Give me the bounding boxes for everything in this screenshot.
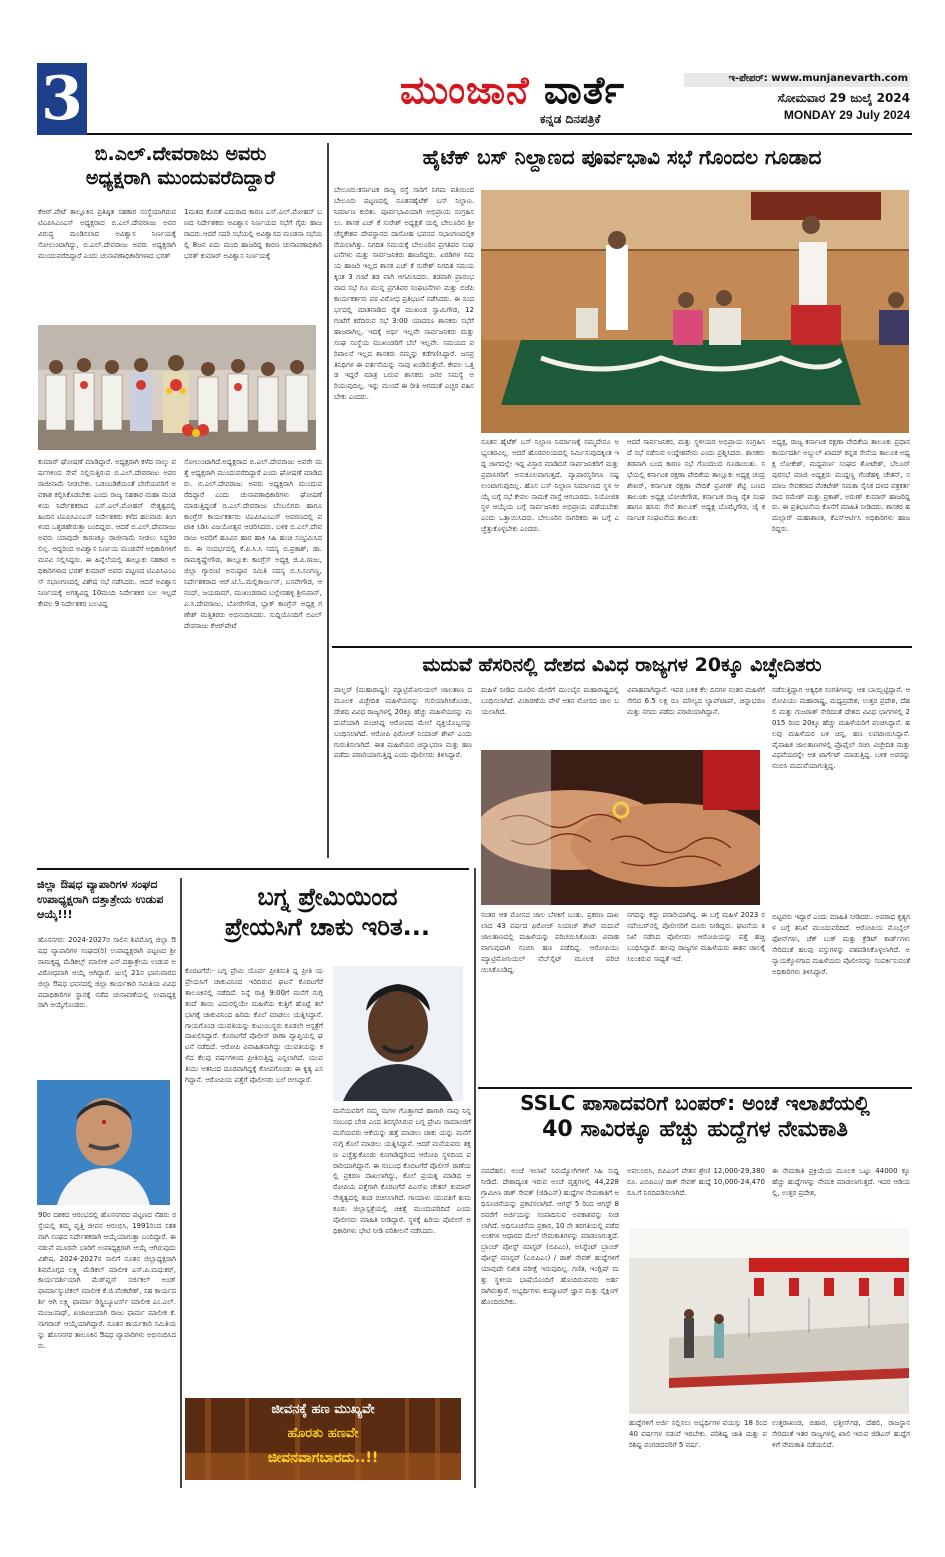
column-divider-right — [474, 868, 476, 1488]
title-part2: ವಾರ್ತೆ — [543, 68, 626, 112]
hands-rings-photo — [481, 750, 760, 905]
marriage-text-lower2: ನಗದನ್ನು ಕದ್ದು ಪರಾರಿಯಾಗಿದ್ದ. ಈ ಬಗ್ಗೆ ಮಹಿಳೆ 2023 ರ ನವೆಂಬರ್‌ನಲ್ಲಿ ಪೊಲೀಸರಿಗೆ ದೂರು ನೀಡಿದ್ದರು. ಘಟನೆಯ ತನಿಖೆ ನಡೆಸಿದ ಪೊಲೀಸರು ಆರೋಪಿಯನ್ನು ಪತ್ತೆ ಹಚ್ಚಿ ಬಂಧಿಸಿದ್ದಾರೆ. ಹಲವು ರಾಜ್ಯಗಳ ಮಹಿಳೆಯರು ಈತನ ಜಾಲಕ್ಕೆ ಸಿಲುಕಿರುವ ಸಾಧ್ಯತೆ ಇದೆ. — [627, 911, 765, 963]
masthead-rule — [87, 133, 912, 135]
marriage-text-col3: ವಿವಾಹವಾಗಿದ್ದಾನೆ. ಇವರ ಬಳಿಕ ಕೆಲ ದಿನಗಳ ನಂತರ ಮಹಿಳೆಗೆ ಸೇರಿದ 6.5 ಲಕ್ಷ ರೂ ಮೌಲ್ಯದ ಲ್ಯಾಪ್‌ಟಾಪ್, ಚಿನ್ನಾಭರಣ ಮತ್ತು ನಗದು ಪಡೆದು ಪರಾರಿಯಾಗಿದ್ದಾನೆ. — [627, 686, 765, 716]
devaraju-headline-line1: ಬಿ.ಎಲ್.ದೇವರಾಜು ಅವರು — [94, 143, 267, 165]
sslc-text-col3: ಈ ನೇಮಕಾತಿ ಪ್ರಕ್ರಿಯೆಯ ಮೂಲಕ ಒಟ್ಟು 44000 ಕ್ಕೂ ಹೆಚ್ಚು ಹುದ್ದೆಗಳನ್ನು ನೇಮಕ ಮಾಡಲಾಗುತ್ತದೆ. ಇದರ ಆಡಿಯಲ್ಲಿ, ಉತ್ತರ ಪ್ರದೇಶ, — [772, 1167, 910, 1197]
bus-stand-text-col2: ಆದರೆ ಸಾರ್ವಜನಿಕರ, ಮತ್ತು ಸ್ಥಳೀಯರ ಅಭಿಪ್ರಾಯ ಸಂಗ್ರಹಿಸದೆ ಸಭೆ ನಡೆಸುವ ಉದ್ದೇಶವೇನು ಎಂದು ಪ್ರಶ್ನಿಸಿದರು. ಶಾಸಕರು ತಡವಾಗಿ ಬಂದ ಕಾರಣ ಸಭೆ ಗೊಂದಲದ ಗೂಡಾಯಿತು. ಸಭೆಯಲ್ಲಿ ಕರ್ನಾಟಕ ರಕ್ಷಣಾ ವೇದಿಕೆಯ ತಾಲ್ಲೂಕು ಅಧ್ಯಕ್ಷ ಚಂದ್ರಶೇಖರ್, ಕರ್ನಾಟಕ ರಕ್ಷಣಾ ವೇದಿಕೆ ಪ್ರವೀಣ್ ಶೆಟ್ಟಿ ಬಣದ ತಾಲೂಕು ಅಧ್ಯಕ್ಷ ಬೋಜೇಗೌಡ, ಕರ್ನಾಟಕ ರಾಜ್ಯ ರೈತ ಸಂಘ ಹಾಗೂ ಹಸಿರು ಸೇನೆ ತಾಲೂಕ್ ಅಧ್ಯಕ್ಷ ಬೊಮ್ಮೆಗೌಡ, ಜೈ ಕರ್ನಾಟಕ ಸಂಘಟನೆಯ ತಾಲೂಕು — [627, 438, 765, 523]
sslc-headline-line1: SSLC ಪಾಸಾದವರಿಗೆ ಬಂಪರ್: ಅಂಚೆ ಇಲಾಖೆಯಲ್ಲಿ — [520, 1091, 870, 1115]
divider-mid-left — [37, 868, 469, 870]
accused-portrait-photo — [333, 966, 463, 1101]
drug-dealers-text-bottom: 90ರ ದಶಕದ ಆರಂಭದಲ್ಲಿ ಹೊಸನಗರದ ಪಟ್ಟಣದ ನೆಹರು ರಸ್ತೆಯಲ್ಲಿ ತಮ್ಮ ವೃತ್ತಿ ಜೀವನ ಆರಂಭಿಸಿ, 1991ರಿಂದ ಸತತವಾಗಿ ಸಂಘದ ನಿರ್ದೇಶಕರಾಗಿ ಆಯ್ಕೆಯಾಗುತ್ತಾ ಬಂದಿದ್ದಾರೆ. ಈ ನಡುವೆ ಮೂರನೇ ಬಾರಿಗೆ ಉಪಾಧ್ಯಕ್ಷರಾಗಿ ಆಯ್ಕೆ ಆಗಿರುವುದು ವಿಶೇಷ. 2024-2027ರ ಸಾಲಿಗೆ ನೂತನ ಜಿಲ್ಲಾಧ್ಯಕ್ಷರಾಗಿ ಶಿವಮೊಗ್ಗದ ಲಕ್ಷ್ಮಿ ಮೆಡಿಕಲ್ ಮಾಲೀಕ ಎಸ್.ಪಿ.ಮಧುಕರ್, ಕಾರ್ಯದರ್ಶಿಯಾಗಿ ಮೆಡ್‌ಪ್ಲಸ್ ಸರ್ಜಿಕಲ್ ಅಂಡ್ ಫಾರ್ಮಾಸ್ಯುಟಿಕಲ್ ಮಾಲೀಕ ಕೆ.ಜಿ.ವೆಂಕಟೇಶ್, ಸಹ ಕಾರ್ಯದರ್ಶಿ ಆಗಿ ಲಕ್ಷ್ಮಿ ಫಾರ್ಮಾ ಡಿಸ್ಟ್ರಿಬ್ಯೂಟರ್ಸ್ ಮಾಲೀಕ ಎಂ.ಎಲ್.ಮಂಜುನಾಥ್, ಖಜಾಂಚಿಯಾಗಿ ರಾಜು ಫಾರ್ಮ ಮಾಲೀಕ ಕೆ.ನಾಗರಾಜ್ ಆಯ್ಕೆಯಾಗಿದ್ದಾರೆ. ನೂತನ ಕಾರ್ಯಕಾರಿ ಸಮಿತಿಯನ್ನು ಹೊಸನಗರ ತಾಲೂಕಿನ ಔಷಧ ವ್ಯಾಪಾರಿಗಳು ಅಭಿನಂದಿಸಿದರು. — [38, 1211, 176, 1350]
bus-stand-text-col1: ನೂತನ ಹೈಟೆಕ್ ಬಸ್ ನಿಲ್ದಾಣ ನಿರ್ಮಾಣಕ್ಕೆ ನಮ್ಮದೇನೂ ಅಭ್ಯಂತರವಿಲ್ಲ. ಆದರೆ ಹೊರವಲಯದಲ್ಲಿ ನಿರ್ಮಿಸುವುದಕ್ಕಿಂತ ಇದ್ದ ಜಾಗದಲ್ಲೇ ಇದ್ದ ವಿಸ್ತಾರ ಮಾಡಿದರೆ ಸಾರ್ವಜನಿಕರಿಗೆ ಮತ್ತು ಪ್ರವಾಸಿಗರಿಗೆ ಅನುಕೂಲವಾಗುತ್ತದೆ. ವ್ಯಾಪಾರಸ್ಥರಿಗೂ ನಷ್ಟ ಉಂಟಾಗುವುದಿಲ್ಲ. ಹೊಸ ಬಸ್ ನಿಲ್ದಾಣ ನಿರ್ಮಾಣದ ಸ್ಥಳ ಆಯ್ಕೆ ಬಗ್ಗೆ ಸಭೆ ಕೇವಲ ನಾಮಕೆ ವಾಸ್ತೆ ಆಗಬಾರದು. ನಿಯೋಜಿತ ಸ್ಥಳ ಆಯ್ಕೆಯ ಬಗ್ಗೆ ಸಾರ್ವಜನಿಕರ ಅಭಿಪ್ರಾಯ ಪಡೆಯಬೇಕು ಎಂದು ಒತ್ತಾಯಿಸಿದರು. ಬೇಲೂರಿನ ನಾಗರಿಕರು ಈ ಬಗ್ಗೆ ಎಚ್ಚೆತ್ತುಕೊಳ್ಳಬೇಕು ಎಂದರು. — [481, 438, 619, 534]
newspaper-subtitle: ಕನ್ನಡ ದಿನಪತ್ರಿಕೆ — [540, 112, 601, 126]
love-stab-headline-line2: ಪ್ರೇಯಸಿಗೆ ಚಾಕು ಇರಿತ... — [224, 913, 431, 941]
udupa-portrait-photo — [37, 1080, 170, 1205]
column-divider-left — [327, 143, 329, 858]
marriage-headline: ಮದುವೆ ಹೆಸರಿನಲ್ಲಿ ದೇಶದ ವಿವಿಧ ರಾಜ್ಯಗಳ 20ಕ್ಕೂ ವಿಚ್ಛೇದಿತರು — [422, 654, 822, 676]
devaraju-text-col1b: ಕುಮಾರ್ ಘೋಷಣೆ ಮಾಡಿದ್ದಾರೆ. ಅಧ್ಯಕ್ಷರಾಗಿ ಕಳೆದ ನಾಲ್ಕು ವರ್ಷಗಳಿಂದ ಸೇವೆ ಸಲ್ಲಿಸುತ್ತಿರುವ ಬಿ.ಎಲ್.ದೇವರಾಜು ಅವರ ರಾಜೀನಾಮೆ ನೀಡಬೇಕು. ಒಡಂಬಡಿಕೆಯಂತೆ ಬೇರೆಯವರಿಗೆ ಅವಕಾಶ ಕಲ್ಪಿಸಿಕೊಡಬೇಕು ಎಂದು ರಾಜ್ಯ ಸಹಕಾರ ಮಹಾ ಮಂಡಳಿಯ ನಿರ್ದೇಶಕರಾದ ಎಸ್.ಎಲ್.ಮೋಹನ್ ನೇತೃತ್ವದಲ್ಲಿ ಹಿಂದಿನ ಟಿಎಪಿಸಿಎಂಎಸ್ ನಿರ್ದೇಶಕರು ಕಳೆದ ಹಲವಾರು ತಿಂಗಳಿಂದ ಒತ್ತಡಹೇರುತ್ತಾ ಬಂದಿದ್ದರು. ಆದರೆ ಬಿ.ಎಲ್.ದೇವರಾಜು ಅವರು ಯಾವುದೇ ಕಾರಣಕ್ಕೂ ರಾಜೀನಾಮೆ ನೀಡಲು ಸಿದ್ಧರಿರಲಿಲ್ಲ. ಆದ್ದರಿಂದ ಅವಿಶ್ವಾಸ ನಿರ್ಣಯ ಮಂಡನೆಗೆ ಅಧಿಕಾರಿಗಳಿಗೆ ಮನವಿ ಸಲ್ಲಿಸಿದ್ದರು. ಈ ಹಿನ್ನೆಲೆಯಲ್ಲಿ ತಾಲ್ಲೂಕು ಸಹಕಾರ ಅಧಿಕಾರಿಗಳಾದ ಭರತ್ ಕುಮಾರ್ ಅವರು ಪಟ್ಟಣದ ಟಿಎಪಿಸಿಎಂಎಸ್ ಸಭಾಂಗಣದಲ್ಲಿ ವಿಶೇಷ ಸಭೆ ನಡೆಸಿದರು. ಆದರೆ ಅವಿಶ್ವಾಸ ನಿರ್ಣಯಕ್ಕೆ ಅಗತ್ಯವಿದ್ದ 10ಮಂದಿ ನಿರ್ದೇಶಕರ ಬಲ ಇಲ್ಲದೆ ಕೇವಲ 9 ನಿರ್ದೇಶಕರ ಬಲವಿದ್ದ — [38, 458, 176, 608]
devaraju-headline — [37, 143, 324, 191]
love-stab-headline — [185, 882, 470, 942]
devaraju-text-col2a: 1ಮತದ ಕೊರತೆ ಎದುರಾದ ಕಾರಣ ಎಸ್.ಎಲ್.ಮೋಹನ್ ಬಣದ ನಿರ್ದೇಶಕರು ಅವಿಶ್ವಾಸ ನಿರ್ಣಯದ ಸಭೆಗೆ ಗೈರು ಹಾಜರಾದರು.ಆದರೆ ಸದರಿ ಸಭೆಯಲ್ಲಿ ಅವಿಶ್ವಾಸದ ಮಂಡನಾ ಸಭೆಯಲ್ಲಿ 8ಜನ ಐದು ಮಂದಿ ಹಾಜರಿದ್ದ ಕಾರಣ ಚುನಾವಣಾಧಿಕಾರಿ ಭರತ್ ಕುಮಾರ್ ಅವಿಶ್ವಾಸ ನಿರ್ಣಯಕ್ಕೆ — [184, 208, 322, 260]
marriage-text-col2: ಮಹಿಳೆ ನೀಡಿದ ದೂರಿನ ಮೇರೆಗೆ ಮುಂಬೈನ ಮಹಾರಾಷ್ಟ್ರದಲ್ಲಿ ಬಂಧಿಸಲಾಗಿದೆ. ವಿಚಾರಣೆಯ ವೇಳೆ ಆತನ ಮೋಸದ ಜಾಲ ಬಯಲಾಗಿದೆ. — [481, 686, 619, 716]
marriage-text-col1: ಪಾಲ್ಘರ್ (ಮಹಾರಾಷ್ಟ್ರ): ಮ್ಯಾಟ್ರಿಮೋನಿಯಲ್ ಜಾಲತಾಣ ದ ಮೂಲಕ ವಿಚ್ಛೇದಿತ ಮಹಿಳೆಯರನ್ನು ಗುರಿಯಾಗಿಸಿಕೊಂಡು, ದೇಶದ ವಿವಿಧ ರಾಜ್ಯಗಳಲ್ಲಿ 20ಕ್ಕೂ ಹೆಚ್ಚು ಮಹಿಳೆಯರನ್ನು ಮದುವೆಯಾಗಿ ವಂಚಿಸಿದ್ದ ಆರೋಪದ ಮೇಲೆ ವ್ಯಕ್ತಿಯೊಬ್ಬನನ್ನು ಬಂಧಿಸಲಾಗಿದೆ. ಆರೋಪಿ ಫಿರೋಜ್ ನಿಯಾಜ್ ಶೇಖ್ ಎಂದು ಗುರುತಿಸಲಾಗಿದೆ. ಈತ ಮಹಿಳೆಯರ ಚಿನ್ನಾಭರಣ ಮತ್ತು ಹಣ ಪಡೆದು ಪರಾರಿಯಾಗುತ್ತಿದ್ದ ಎಂದು ಪೊಲೀಸರು ತಿಳಿಸಿದ್ದಾರೆ. — [334, 686, 472, 760]
newspaper-title — [400, 68, 625, 113]
page-number: 3 — [37, 63, 87, 135]
marriage-text-lower1: ನಂತರ ಆತ ಮೋಸದ ಜಾಲ ಬೆಳಕಿಗೆ ಬಂತು. ಪ್ರಕರಣ ದಾಖಲಾದ 43 ವರ್ಷದ ಫಿರೋಜ್ ನಿಯಾಜ್ ಶೇಖ್ ಮದುವೆ ಜಾಲತಾಣದಲ್ಲಿ ಮಹಿಳೆಯನ್ನು ಪರಿಚಯಿಸಿಕೊಂಡು ವಿವಾಹವಾಗುವುದಾಗಿ ನಂಬಿಸಿ ಹಣ ಪಡೆದಿದ್ದ. ಆರೋಪಿಯು ಮ್ಯಾಟ್ರಿಮೋನಿಯಲ್ ವೆಬ್‌ಸೈಟ್ ಮೂಲಕ ಪರಿಚಯಿಸಿಕೊಂಡಿದ್ದ. — [481, 911, 619, 974]
sslc-text-bottom3: ಉತ್ತರಾಖಂಡ, ಬಿಹಾರ, ಛತ್ತೀಸ್‌ಗಢ, ದೆಹಲಿ, ರಾಜಸ್ಥಾನ ಸೇರಿದಂತೆ ಇತರ ರಾಜ್ಯಗಳಲ್ಲಿ ಖಾಲಿ ಇರುವ ಜಿಡಿಎಸ್ ಹುದ್ದೆಗಳಿಗೆ ನೇಮಕಾತಿ ನಡೆಯಲಿದೆ. — [772, 1419, 910, 1449]
date-english: MONDAY 29 July 2024 — [783, 108, 910, 122]
devaraju-headline-line2: ಅಧ್ಯಕ್ಷರಾಗಿ ಮುಂದುವರೆದಿದ್ದಾರೆ — [85, 166, 276, 189]
post-office-photo — [629, 1228, 909, 1414]
title-part1: ಮುಂಜಾನೆ — [400, 68, 530, 112]
love-stab-text-col1: ಕೊರಟಗೆರೆ:- ಬಗ್ನ ಪ್ರೇಮಿ ಯೊರ್ವ ಪ್ರೀತಿಸುತಿ ದ್ದ ಪ್ರೀತಿ ಯ ಪ್ರೇಯಸಿಗೆ ಚಾಕುವಿನಿಂದ ಇರಿದಿರುವ ಘಟನೆ ಕೊರಟಗೆರೆ ತಾಲೂಕಿನಲ್ಲಿ ನಡೆದಿದೆ. ನಿನ್ನೆ ರಾತ್ರಿ 9:00ಗೆ ಮನೆಗೆ ನುಗ್ಗಿ ತಂದೆ ತಾಯಿ ಎದುರಲ್ಲಿಯೇ ಮಹಿಳೆಯ ಕುತ್ತಿಗೆ ಹೊಟ್ಟೆ ತಲೆ ಭಾಗಕ್ಕೆ ಚಾಕುವಿನಿಂದ ಹಿರಿದು ಕೊಲೆ ಮಾಡಲು ಯತ್ನಿಸಿದ್ದಾನೆ. ಗಾಯಗೊಂಡ ಯುವತಿಯನ್ನು ಕುಟುಂಬಸ್ಥರು ಕೂಡಲೇ ಆಸ್ಪತ್ರೆಗೆ ದಾಖಲಿಸಿದ್ದಾರೆ. ಕೊರಟಗೆರೆ ಪೊಲೀಸ್ ಠಾಣಾ ವ್ಯಾಪ್ತಿಯಲ್ಲಿ ಘಟನೆ ನಡೆದಿದೆ. ಆರೋಪಿ ವಿವಾಹಿತನಾಗಿದ್ದು ಯುವತಿಯನ್ನು ಕಳೆದ ಕೆಲವು ವರ್ಷಗಳಿಂದ ಪ್ರೀತಿಸುತ್ತಿದ್ದ ಎನ್ನಲಾಗಿದೆ. ಯುವತಿಯು ಆತನಿಂದ ದೂರವಾಗಿದ್ದಕ್ಕೆ ಕೋಪಗೊಂಡು ಈ ಕೃತ್ಯ ಎಸಗಿದ್ದಾನೆ. ಆರೋಪಿಯ ಪತ್ತೆಗೆ ಪೊಲೀಸರು ಬಲೆ ಬೀಸಿದ್ದಾರೆ. — [185, 967, 323, 1085]
devaraju-text-col1a: ಕೆಆರ್.ಪೇಟೆ ತಾಲ್ಲೂಕಿನ ಪ್ರತಿಷ್ಠಿತ ಸಹಕಾರ ಸಂಸ್ಥೆಯಾಗಿರುವ ಟಿಎಪಿಸಿಎಂಎಸ್ ಅಧ್ಯಕ್ಷರಾದ ಬಿ.ಎಲ್.ದೇವರಾಜು ಅವರ ವಿರುದ್ಧ ಮಂಡಿಸಲಾದ ಅವಿಶ್ವಾಸ ನಿರ್ಣಯಕ್ಕೆ ಸೋಲುಂಟಾಗಿದ್ದು, ಬಿ.ಎಲ್.ದೇವರಾಜು ಅವರು ಅಧ್ಯಕ್ಷರಾಗಿ ಮುಂದುವರೆದಿದ್ದಾರೆ ಎಂದು ಚುನಾವಣಾಧಿಕಾರಿಗಳಾದ ಭರತ್ — [38, 208, 176, 260]
divider-sslc — [478, 1087, 912, 1089]
bus-stand-meeting-photo — [481, 190, 909, 433]
marriage-text-col4: ನಡೆಸುತ್ತಿದ್ದಾಗ ಆತ್ಯಧಿಕ ಸಂಗತಿಗಳನ್ನು ಆತ ಬಾಯ್ಬಿಟ್ಟಿದ್ದಾನೆ. ಆರೋಪಿಯು ಮಹಾರಾಷ್ಟ್ರ, ಮಧ್ಯಪ್ರದೇಶ, ಉತ್ತರ ಪ್ರದೇಶ, ದೆಹಲಿ ಮತ್ತು ಗುಜರಾತ್ ಸೇರಿದಂತೆ ದೇಶದ ವಿವಿಧ ಭಾಗಗಳಲ್ಲಿ 2015 ರಿಂದ 20ಕ್ಕೂ ಹೆಚ್ಚು ಮಹಿಳೆಯರಿಗೆ ವಂಚಿಸಿದ್ದಾನೆ. ಹಲವು ಮಹಿಳೆಯರ ಬಳಿ ಚಿನ್ನ, ಹಣ ಲಪಟಾಯಿಸಿದ್ದಾನೆ. ವೈವಾಹಿಕ ಜಾಲತಾಣಗಳಲ್ಲಿ ಪ್ರೊಫೈಲ್ ರಚಿಸಿ ವಿಚ್ಛೇದಿತ ಮತ್ತು ವಿಧವೆಯರನ್ನೇ ಆತ ಟಾರ್ಗೆಟ್ ಮಾಡುತ್ತಿದ್ದ. ಬಳಿಕ ಅವರನ್ನು ನಂಬಿಸಿ ಮದುವೆಯಾಗುತ್ತಿದ್ದ. — [772, 686, 910, 771]
marriage-text-lower3: ಬಿಟ್ಟವರು ಇದ್ದಾರೆ ಎಂದು ಮಾಹಿತಿ ನೀಡಿದರು. ಅಪರಾಧ ಕೃತ್ಯಗಳ ಬಗ್ಗೆ ತನಿಖೆ ಮುಂದುವರಿದಿದೆ. ಆರೋಪಿಯ ಮೊಬೈಲ್ ಫೋನ್‌ಗಳು, ಚೆಕ್ ಬುಕ್ ಮತ್ತು ಕ್ರೆಡಿಟ್ ಕಾರ್ಡ್‌ಗಳು ಸೇರಿದಂತೆ ಹಲವು ವಸ್ತುಗಳನ್ನು ವಶಪಡಿಸಿಕೊಳ್ಳಲಾಗಿದೆ. ಅನ್ಯಾಯಕ್ಕೊಳಗಾದ ಮಹಿಳೆಯರು ಪೊಲೀಸರನ್ನು ಸಂಪರ್ಕಿಸುವಂತೆ ಅಧಿಕಾರಿಗಳು ತಿಳಿಸಿದ್ದಾರೆ. — [772, 913, 910, 976]
drug-dealers-text-top: ಹೊಸನಗರ: 2024-2027ರ ಸಾಲಿನ ಶಿವಮೊಗ್ಗ ಜಿಲ್ಲಾ ಔಷಧ ವ್ಯಾಪಾರಿಗಳ ಸಂಘದ(ರಿ) ಉಪಾಧ್ಯಕ್ಷರಾಗಿ ಪಟ್ಟಣದ ಶ್ರೀ ರಾಮಕೃಷ್ಣ ಮೆಡಿಕಲ್ಸ್ ಮಾಲೀಕ ಎನ್.ದತ್ತಾತ್ರೇಯ ಉಡುಪ ಅವಿರೋಧವಾಗಿ ಆಯ್ಕೆ ಆಗಿದ್ದಾರೆ. ಜುಲೈ 21ರ ಭಾನುವಾರದ ಜಿಲ್ಲಾ ಔಷಧ ಭವನದಲ್ಲಿ ಜಿಲ್ಲಾ ಕಾರ್ಯಕಾರಿ ಸಮಿತಿಯ ವಿವಿಧ ಪದಾಧಿಕಾರಿಗಳ ಸ್ಥಾನಕ್ಕೆ ನಡೆದ ಚುನಾವಣೆಯಲ್ಲಿ ಉಪಾಧ್ಯಕ್ಷರಾಗಿ ಆಯ್ಕೆಗೊಂಡರು. — [38, 936, 176, 1010]
quote-banner — [185, 1398, 461, 1480]
sslc-headline — [479, 1091, 911, 1144]
sslc-headline-line2: 40 ಸಾವಿರಕ್ಕೂ ಹೆಚ್ಚು ಹುದ್ದೆಗಳ ನೇಮಕಾತಿ — [542, 1117, 848, 1142]
divider-bus-marriage — [332, 646, 912, 648]
devaraju-group-photo — [38, 325, 316, 450]
epaper-link[interactable]: ಇ-ಪೇಪರ್: www.munjanevarth.com — [684, 73, 910, 87]
banner-line1: ಜೀವನಕ್ಕೆ ಹಣ ಮುಖ್ಯವೇ — [271, 1402, 375, 1417]
sslc-text-col2: ಅವಲಂಬಿಸಿ, ಬಿಪಿಎಂಗೆ ವೇತನ ಶ್ರೇಣಿ 12,000-29,380 ರೂ. ಎಬಿಪಿಎಂ/ ಡಾಕ್ ಸೇವಕ್ ಹುದ್ದೆ 10,000-24,470 ರೂ.ಗೆ ನಿಗದಿಪಡಿಸಲಾಗಿದೆ. — [627, 1167, 765, 1197]
sslc-text-bottom2: ಹುದ್ದೆಗಳಿಗೆ ಅರ್ಜಿ ಸಲ್ಲಿಸಲು ಅಭ್ಯರ್ಥಿಗಳ ವಯಸ್ಸು 18 ರಿಂದ 40 ವರ್ಷಗಳ ನಡುವೆ ಇರಬೇಕು. ಪರಿಶಿಷ್ಟ ಜಾತಿ ಮತ್ತು ಪರಿಶಿಷ್ಟ ಪಂಗಡದವರಿಗೆ 5 ವರ್ಷ. — [629, 1419, 767, 1449]
devaraju-text-col2b: ಸೋಲುಂಟಾಗಿದೆ.ಅಧ್ಯಕ್ಷರಾದ ಬಿ.ಎಲ್.ದೇವರಾಜು ಅವರೇ ಮತ್ತೆ ಅಧ್ಯಕ್ಷರಾಗಿ ಮುಂದುವರೆದಿದ್ದಾರೆ ಎಂದು ಘೋಷಣೆ ಮಾಡಿದರು. ಬಿ.ಎಲ್.ದೇವರಾಜು ಅವರು ಅಧ್ಯಕ್ಷರಾಗಿ ಮುಂದುವರೆದಿದ್ದಾರೆ ಎಂದು ಚುನಾವಣಾಧಿಕಾರಿಗಳು ಘೋಷಣೆ ಮಾಡುತ್ತಿದ್ದಂತೆ ಬಿ.ಎಲ್.ದೇವರಾಜು ಬೆಂಬಲಿಗರು ಹಾಗೂ ಕಾಂಗ್ರೆಸ್ ಕಾರ್ಯಕರ್ತರು ಟಿಎಪಿಸಿಎಂಎಸ್ ಆವರಣದಲ್ಲಿ ಪಟಾಕಿ ಸಿಡಿಸಿ ವಿಜಯೋತ್ಸವ ಆಚರಿಸಿದರು. ಬಳಿಕ ಬಿ.ಎಲ್.ದೇವರಾಜು ಅವರಿಗೆ ಹೂವಿನ ಹಾರ ಹಾಕಿ ಸಿಹಿ ಹಂಚಿ ಸಂಭ್ರಮಿಸಿದರು. ಈ ಸಂದರ್ಭದಲ್ಲಿ ಕೆ.ಪಿ.ಸಿ.ಸಿ ಸದಸ್ಯ ಬಿ.ಪ್ರಕಾಶ್, ಡಾ.ರಾಮಕೃಷ್ಣೇಗೌಡ, ತಾಲ್ಲೂಕು ಕಾಂಗ್ರೆಸ್ ಅಧ್ಯಕ್ಷ ಜಿ.ಪಿ.ರಾಜು, ಜಿಲ್ಲಾ ಗ್ಯಾರಂಟಿ ಅನುಷ್ಠಾನ ಸಮಿತಿ ಸದಸ್ಯ ಬಿ.ಸಿ.ನಿಂಗಣ್ಣ, ನಿರ್ದೇಶಕರಾದ ಆರ್.ಟಿ.ಓ.ಮಲ್ಲಿಕಾರ್ಜುನ್, ಬಸವೇಗೌಡ, ಆನಂದ್, ಜಯರಾಮ್, ಮುಖಂಡರಾದ ಬಲ್ಲೇನಹಳ್ಳಿ ಶ್ರೀನಿವಾಸ್, ಎ.ಸಿ.ದೇವರಾಜು, ಬೋರೇಗೌಡ, ಬ್ಲಾಕ್ ಕಾಂಗ್ರೆಸ್ ಅಧ್ಯಕ್ಷ ಗಣೇಶ್ ಮತ್ತಿತರರು ಅಭಿನಂದಿಸಿದರು. ಸುದ್ದಿಯೊಂದಿಗೆ ಬಿಎಲ್ ದೇವರಾಜು ಕೆಆರ್‌ಪೇಟೆ — [184, 458, 322, 630]
love-stab-headline-line1: ಬಗ್ನ ಪ್ರೇಮಿಯಿಂದ — [257, 883, 398, 911]
bus-stand-headline: ಹೈಟೆಕ್ ಬಸ್ ನಿಲ್ದಾಣದ ಪೂರ್ವಭಾವಿ ಸಭೆ ಗೊಂದಲ ಗೂಡಾದ — [422, 145, 822, 169]
date-kannada: ಸೋಮವಾರ 29 ಜುಲೈ 2024 — [777, 91, 910, 105]
sslc-text-col1: ನವದೆಹಲಿ: ಅಂಚೆ ಇಲಾಖೆ ನಿರುದ್ಯೋಗಿಗಳಿಗೆ ಸಿಹಿ ಸುದ್ದಿ ನೀಡಿದೆ. ದೇಶಾದ್ಯಂತ ಇರುವ ಅಂಚೆ ವೃತ್ತಗಳಲ್ಲಿ 44,228 ಗ್ರಾಮೀಣ ಡಾಕ್ ಸೇವಕ್ (ಜಿಡಿಎಸ್) ಹುದ್ದೆಗಳ ನೇಮಕಾತಿಗೆ ಅಧಿಸೂಚನೆಯನ್ನು ಪ್ರಕಟಿಸಲಾಗಿದೆ. ಆಗಸ್ಟ್ 5 ರಿಂದ ಆಗಸ್ಟ್ 8 ರವರೆಗೆ ಅರ್ಜಿಯನ್ನು ಸಂಪಾದಿಸುವ ಅವಕಾಶವನ್ನು ನೀಡಲಾಗಿದೆ. ಅಧಿಸೂಚನೆಯ ಪ್ರಕಾರ, 10 ನೇ ತರಗತಿಯಲ್ಲಿ ಪಡೆದ ಅಂಕಗಳ ಆಧಾರದ ಮೇಲೆ ನೇಮಕಾತಿಗಳನ್ನು ಮಾಡಲಾಗುತ್ತದೆ. ಬ್ರಾಂಚ್ ಪೋಸ್ಟ್ ಮಾಸ್ಟರ್ (ಬಿಪಿಎಂ), ಅಸಿಸ್ಟೆಂಟ್ ಬ್ರಾಂಚ್ ಪೋಸ್ಟ್ ಮಾಸ್ಟರ್ (ಎಬಿಪಿಎಂ) / ಡಾಕ್ ಸೇವಕ್ ಹುದ್ದೆಗಳಿಗೆ ಯಾವುದೇ ಲಿಖಿತ ಪರೀಕ್ಷೆ ಇರುವುದಿಲ್ಲ. ಗಣಿತ, ಇಂಗ್ಲಿಷ್ ಮತ್ತು ಸ್ಥಳೀಯ ಭಾಷೆಯೊಂದಿಗೆ ಹೊಂದಿರುವವರು ಅರ್ಹರಾಗಿರುತ್ತಾರೆ. ಅಭ್ಯರ್ಥಿಗಳು ಕಂಪ್ಯೂಟರ್ ಜ್ಞಾನ ಮತ್ತು ಸೈಕ್ಲಿಂಗ್ ಹೊಂದಿರಬೇಕು. — [481, 1167, 619, 1306]
love-stab-text-col2: ಮನೆಯವರಿಗೆ ನಮ್ಮ ಮಗಳ ಗೊತ್ತಾಗದೆ ಹಾಗಾಗಿ ನಾವು ನಿನ್ನ ಸಂಬಂಧ ಬೇಡ ಎಂದ ತಿರಸ್ಕರಿಸಿರುವ ಬಗ್ನ ಪ್ರೇಮಿ ರಾಮಾಂಜಿಗೆ ಮನೆಯವರು ಆಕೆಯನ್ನು ಹತ್ತೆ ಮಾಡಲು ಚಾಕು ಯನ್ನು ಮನೆಗೆ ನುಗ್ಗಿ ಕೊಲೆ ಮಾಡಲು ಯತ್ನಿಸಿದ್ದಾನೆ. ಆದರೆ ಮನೆಯವರು ತಕ್ಷಣ ಎಚ್ಚೆತ್ತುಕೊಂಡು ಕೂಗಾಡಿದ್ದರಿಂದ ಆರೋಪಿ ಸ್ಥಳದಿಂದ ಪರಾರಿಯಾಗಿದ್ದಾನೆ. ಈ ಸಂಬಂಧ ಕೊರಟಗೆರೆ ಪೊಲೀಸ್ ಠಾಣೆಯಲ್ಲಿ ಪ್ರಕರಣ ದಾಖಲಾಗಿದ್ದು, ಕೊಲೆ ಪ್ರಯತ್ನ ಮಾಡಿದ ಆರೋಪಿಯ ಪತ್ತೆಗಾಗಿ ಕೊರಟಗೆರೆ ಪಿಎಸ್ಐ ಚೇತನ್ ಕುಮಾರ್ ನೇತೃತ್ವದಲ್ಲಿ ತಂಡ ರಚಿಸಲಾಗಿದೆ. ಗಾಯಾಳು ಯುವತಿಗೆ ತುಮಕೂರು ಜಿಲ್ಲಾಸ್ಪತ್ರೆಯಲ್ಲಿ ಚಿಕಿತ್ಸೆ ಮುಂದುವರಿದಿದೆ ಎಂದು ಪೊಲೀಸರು ಮಾಹಿತಿ ನೀಡಿದ್ದಾರೆ. ಸ್ಥಳಕ್ಕೆ ಹಿರಿಯ ಪೊಲೀಸ್ ಅಧಿಕಾರಿಗಳು ಭೇಟಿ ನೀಡಿ ಪರಿಶೀಲನೆ ನಡೆಸಿದರು. — [333, 1107, 471, 1235]
drug-dealers-headline: ಜಿಲ್ಲಾ ಔಷಧ ವ್ಯಾಪಾರಿಗಳ ಸಂಘದ ಉಪಾಧ್ಯಕ್ಷರಾಗಿ ದತ್ತಾತ್ರೇಯ ಉಡುಪ ಆಯ್ಕೆ!!! — [37, 878, 164, 921]
bus-stand-text-lead: ಬೇಲೂರು:ಕರ್ನಾಟಕ ರಾಜ್ಯ ರಸ್ತೆ ಸಾರಿಗೆ ನಿಗಮ ವತಿಯಿಂದ ಬೇಲೂರು ಪಟ್ಟಣದಲ್ಲಿ ನೂತನಹೈಟೆಕ್ ಬಸ್ ನಿಲ್ದಾಣ. ನಿರ್ಮಾಣ ಕುರಿತು. ಪೂರ್ವಭಾವಿಯಾಗಿ ಅಭಿಪ್ರಾಯ ಸಂಗ್ರಹಿಸಲು. ಶಾಸಕ ಎಚ್ ಕೆ ಸುರೇಶ್ ಅಧ್ಯಕ್ಷತೆ ಯಲ್ಲಿ ಬೇಲೂರಿನ ಶ್ರೀ ಚೆನ್ನಕೇಶವ ದೇವಸ್ಥಾನದ ದಾಸೋಹ ಭವನದ ಸಭಾಂಗಣದಲ್ಲಿಕರೆಯಲಾಗಿತ್ತು. ನಿಗದಿತ ಸಮಯಕ್ಕೆ ಬೇಲೂರಿನ ಪ್ರಗತಿಪರ ಸಂಘಟನೆಗಳು ಮತ್ತು ಸಾರ್ವಜನಿಕರು ಹಾಜರಿದ್ದರು. ಏರಡಿಗಳ ಸಮಯ ಹಾಜರಿ ಇಲ್ಲದ ಶಾಸಕ ಎಚ್ ಕೆ ಸುರೇಶ್ ನಿಗದಿತ ಸಮಯಕ್ಕಿಂತ 3 ಗಂಟೆ ತಡ ವಾಗಿ ಆಗಮಿಸಿದರು. ತಡವಾಗಿ ಪ್ರಾರಂಭವಾದ ಸಭೆ ಗೂ ಮುನ್ನ ಪ್ರಗತಿಪರ ಸಂಘಟನೆಗಳು ಮತ್ತು ಬಿಜೆಪಿ ಕಾರ್ಯಕರ್ತರು ಪರ ವಿರೋಧ ಪ್ರತಿಭಟನೆ ನಡೆಸಿದರು. ಈ ಸಂದರ್ಭದಲ್ಲಿ ಮಾತನಾಡಿದ ರೈತ ಮುಖಂಡ ಸ್ವಾಮಿಗೌಡ, 12 ಗಂಟೆಗೆ ಕರೆದಿರುವ ಸಭೆ 3:00 ಯಾದರೂ ಶಾಸಕರು ಸಭೆಗೆ ಹಾಜರಾಗಿಲ್ಲ. ಇದಕ್ಕೆ ಅರ್ಥ ಇಲ್ಲವೇ ಸಾರ್ವಜನಿಕರು ಮತ್ತು ಸಂಘ ಸಂಸ್ಥೆಯ ಮುಖಂಡರಿಗೆ ಬೆಲೆ ಇಲ್ಲವೇ. ಸಮಯದ ಪರಿಪಾಲನೆ ಇಲ್ಲದ ಶಾಸಕರು ನಮ್ಮನ್ನು ಕಡೆಗಣಿಸಿದ್ದಾರೆ. ಜನಪ್ರತಿನಿಧಿಗಳ ಈ ವರ್ತನೆಯನ್ನು ನಾವು ಖಂಡಿಸುತ್ತೇವೆ. ಕೇವಲ ಒತ್ತಡ ಇದ್ದರೆ ಮಾತ್ರ ಬರುವ ಶಾಸಕರು ಜನರ ಸಮಸ್ಯೆ ಅರಿಯುವುದಿಲ್ಲ. ಇನ್ನು ಮುಂದೆ ಈ ರೀತಿ ಆಗದಂತೆ ಎಚ್ಚರ ವಹಿಸಬೇಕು ಎಂದರು. — [334, 186, 474, 402]
bus-stand-text-col3: ಅಧ್ಯಕ್ಷ, ರಾಜ್ಯ ಕರ್ನಾಟಕ ರಕ್ಷಣಾ ವೇದಿಕೆಯ ತಾಲೂಕು ಪ್ರಧಾನ ಕಾರ್ಯದರ್ಶಿ ಅಬ್ದುಲ್ ಖಾದರ್ ಕನ್ನಡ ಸೇನೆಯ ತಾಲೂಕ ಅಧ್ಯಕ್ಷ ಲೋಕೇಶ್, ಮಧ್ಯವರ್ಣ ಸಂಘದ ತೋಟೇಶ್, ಬೆಲೂರ್ ಪುರಸಭೆ ಮಾಜಿ ಅಧ್ಯಕ್ಷರು ಮುದ್ದಣ್ಣ ಗೆಂಡೆಹಳ್ಳಿ ಚೇತನ್, ಸಮಾಜ ಸೇವಕರಾದ ವೆಂಕಟೇಶ್ ಸಮತಾ ಸೈನಿಕ ದಳದ ಪತ್ರಕರ್ತರಾದ ರಮೇಶ್ ಮತ್ತು ಪ್ರಕಾಶ್, ಅರುಣ್ ಕುಮಾರ್ ಹಾಜರಿದ್ದರು. ಈ ಪ್ರತಿಭಟನೆಯ ಕೊನೆಗೆ ಮಾಹಿತಿ ನೀಡಿದರು. ಶಾಸಕರ ಹಮಲ್ಲಾರ್ ಮಹಾಶಾಂತ, ಕೆಎಸ್ಆರ್ಟಿಸಿ ಅಧಿಕಾರಿಗಳು ಹಾಜರಿದ್ದರು. — [772, 438, 910, 534]
banner-line3: ಜೀವನವಾಗಬಾರದು..!! — [267, 1450, 379, 1466]
column-divider-inner — [180, 878, 182, 1488]
banner-line2: ಹೊರತು ಹಣವೇ — [287, 1426, 359, 1441]
